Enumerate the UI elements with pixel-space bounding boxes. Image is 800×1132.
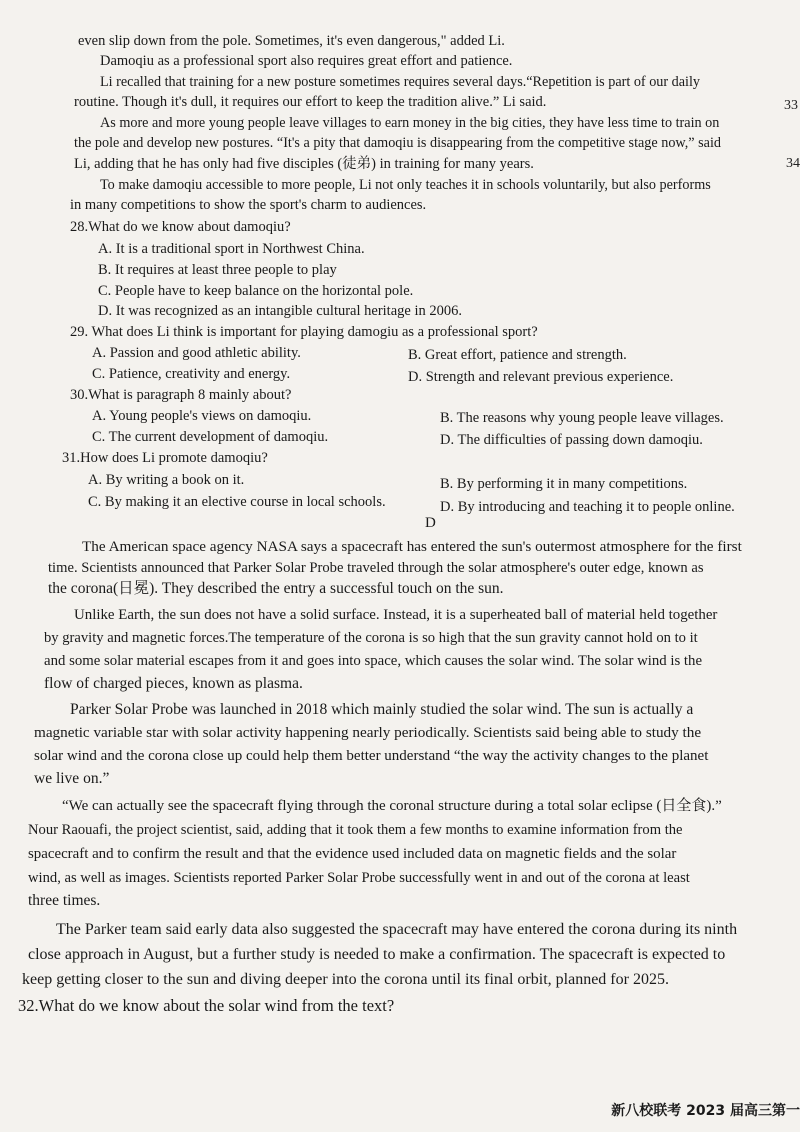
passage-d-line: Parker Solar Probe was launched in 2018 which mainly studied the solar wind. The sun is actually a bbox=[70, 701, 694, 718]
answer-option: A. Passion and good athletic ability. bbox=[92, 345, 301, 361]
margin-number: 33 bbox=[784, 98, 798, 113]
answer-option: C. By making it an elective course in local schools. bbox=[88, 494, 386, 510]
answer-option: B. By performing it in many competitions. bbox=[440, 476, 688, 492]
answer-option: D. The difficulties of passing down damoqiu. bbox=[440, 432, 703, 448]
answer-option: A. Young people's views on damoqiu. bbox=[92, 408, 312, 424]
passage-d-line: spacecraft and to confirm the result and that the evidence used included data on magnetic fields and the solar bbox=[28, 846, 677, 862]
passage-c-line: To make damoqiu accessible to more people, Li not only teaches it in schools voluntarily, but also performs bbox=[100, 177, 711, 193]
passage-c-line: Damoqiu as a professional sport also requires great effort and patience. bbox=[100, 53, 513, 69]
footer-exam-title: 新八校联考 2023 届高三第一 bbox=[611, 1103, 800, 1119]
passage-d-line: The Parker team said early data also suggested the spacecraft may have entered the corona during its ninth bbox=[56, 921, 738, 938]
passage-c-line: Li, adding that he has only had five disciples (徒弟) in training for many years. bbox=[74, 156, 534, 172]
passage-d-line: we live on.” bbox=[34, 770, 110, 787]
question-stem: 30.What is paragraph 8 mainly about? bbox=[70, 387, 292, 403]
answer-option: B. It requires at least three people to play bbox=[98, 262, 337, 278]
answer-option: B. Great effort, patience and strength. bbox=[408, 347, 627, 363]
passage-d-line: The American space agency NASA says a spacecraft has entered the sun's outermost atmosphere for the first bbox=[82, 538, 742, 555]
answer-option: B. The reasons why young people leave villages. bbox=[440, 410, 724, 426]
passage-d-line: Unlike Earth, the sun does not have a solid surface. Instead, it is a superheated ball of material held together bbox=[74, 607, 718, 623]
question-stem: 32.What do we know about the solar wind from the text? bbox=[18, 996, 395, 1015]
passage-c-line: As more and more young people leave villages to earn money in the big cities, they have less time to train on bbox=[100, 115, 720, 131]
passage-c-line: the pole and develop new postures. “It's a pity that damoqiu is disappearing from the competitive stage now,” said bbox=[74, 135, 721, 151]
passage-d-line: and some solar material escapes from it and goes into space, which causes the solar wind. The solar wind is the bbox=[44, 653, 703, 669]
passage-d-line: close approach in August, but a further study is needed to make a confirmation. The spacecraft is expected to bbox=[28, 946, 726, 963]
answer-option: D. Strength and relevant previous experience. bbox=[408, 369, 674, 385]
answer-option: C. People have to keep balance on the horizontal pole. bbox=[98, 283, 414, 299]
passage-d-line: by gravity and magnetic forces.The temperature of the corona is so high that the sun gravity cannot hold on to it bbox=[44, 630, 698, 646]
answer-option: C. Patience, creativity and energy. bbox=[92, 366, 291, 382]
passage-d-line: flow of charged pieces, known as plasma. bbox=[44, 675, 303, 692]
answer-option: A. By writing a book on it. bbox=[88, 472, 245, 488]
passage-c-line: routine. Though it's dull, it requires our effort to keep the tradition alive.” Li said. bbox=[74, 94, 547, 110]
passage-d-line: solar wind and the corona close up could help them better understand “the way the activity changes to the planet bbox=[34, 748, 709, 764]
passage-d-line: three times. bbox=[28, 892, 101, 909]
section-label: D bbox=[425, 515, 436, 531]
passage-d-line: keep getting closer to the sun and diving deeper into the corona until its final orbit, planned for 2025. bbox=[22, 971, 669, 988]
passage-c-line: even slip down from the pole. Sometimes, it's even dangerous," added Li. bbox=[78, 33, 505, 49]
answer-option: C. The current development of damoqiu. bbox=[92, 429, 329, 445]
passage-c-line: in many competitions to show the sport's charm to audiences. bbox=[70, 197, 427, 213]
question-stem: 31.How does Li promote damoqiu? bbox=[62, 450, 268, 466]
passage-c-line: Li recalled that training for a new posture sometimes requires several days.“Repetition is part of our daily bbox=[100, 74, 701, 90]
passage-d-line: the corona(日冕). They described the entry a successful touch on the sun. bbox=[48, 580, 504, 597]
answer-option: D. It was recognized as an intangible cultural heritage in 2006. bbox=[98, 303, 462, 319]
passage-d-line: Nour Raouafi, the project scientist, said, adding that it took them a few months to examine information from the bbox=[28, 822, 683, 838]
question-stem: 28.What do we know about damoqiu? bbox=[70, 219, 291, 235]
passage-d-line: “We can actually see the spacecraft flying through the coronal structure during a total solar eclipse (日全食).” bbox=[62, 798, 722, 814]
answer-option: D. By introducing and teaching it to people online. bbox=[440, 499, 735, 515]
passage-d-line: magnetic variable star with solar activity happening nearly periodically. Scientists said being able to study the bbox=[34, 724, 702, 741]
passage-d-line: wind, as well as images. Scientists reported Parker Solar Probe successfully went in and out of the corona at least bbox=[28, 870, 690, 886]
question-stem: 29. What does Li think is important for playing damogiu as a professional sport? bbox=[70, 324, 538, 340]
margin-number: 34 bbox=[786, 156, 800, 171]
passage-d-line: time. Scientists announced that Parker Solar Probe traveled through the solar atmosphere's outer edge, known as bbox=[48, 560, 704, 576]
answer-option: A. It is a traditional sport in Northwest China. bbox=[98, 241, 365, 257]
